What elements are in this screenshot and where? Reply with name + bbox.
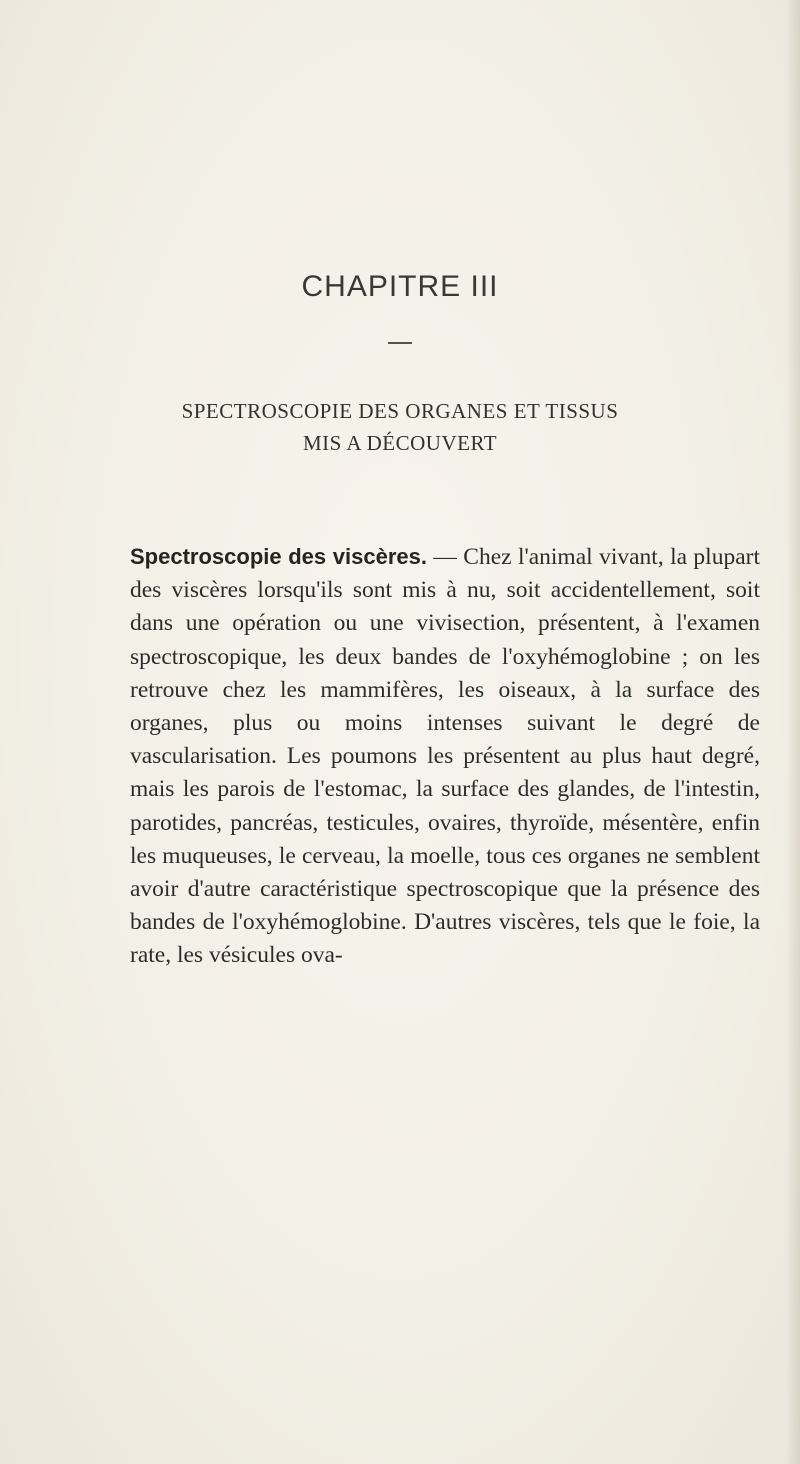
title-divider: [388, 342, 412, 344]
section-title: [0, 395, 800, 459]
paragraph-text: — Chez l'animal vivant, la plupart des viscères lorsqu'ils sont mis à nu, soit accidentellement, soit dans une opération ou une vivisection, présentent, à l'examen spectroscopique, les deux bandes de l'oxyhémoglobine ; on les retrouve chez les mammifères, les oiseaux, à la surface des organes, plus ou moins intenses suivant le degré de vascularisation. Les poumons les présentent au plus haut degré, mais les parois de l'estomac, la surface des glandes, de l'intestin, parotides, pancréas, testicules, ovaires, thyroïde, mésentère, enfin les muqueuses, le cerveau, la moelle, tous ces organes ne semblent avoir d'autre caractéristique spectroscopique que la présence des bandes de l'oxyhémoglobine. D'autres viscères, tels que le foie, la rate, les vésicules ova-: [130, 544, 760, 969]
chapter-title: CHAPITRE III: [301, 270, 499, 303]
body-paragraph: [130, 540, 760, 973]
section-title-line-1: SPECTROSCOPIE DES ORGANES ET TISSUS: [181, 399, 619, 423]
section-title-line-2: MIS A DÉCOUVERT: [302, 431, 498, 455]
paragraph-heading: Spectroscopie des viscères.: [130, 544, 427, 569]
page-edge-shadow: [786, 0, 800, 1464]
